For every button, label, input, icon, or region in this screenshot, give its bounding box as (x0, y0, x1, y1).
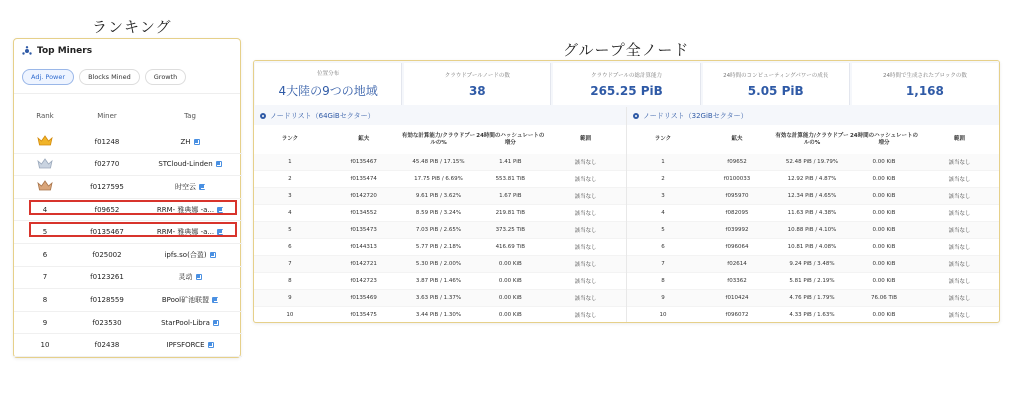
miner-cell[interactable]: f0135469 (350, 295, 377, 301)
rank-column-header: ランク (281, 136, 299, 142)
power-cell: 17.75 PiB / 6.69% (414, 175, 463, 182)
miner-tag (138, 138, 242, 146)
stat-card (255, 63, 402, 105)
stat-card (703, 63, 850, 105)
highlight-box-rank-5 (29, 222, 237, 237)
stat-card (852, 63, 998, 105)
table-row[interactable] (627, 290, 1000, 307)
miner-cell[interactable]: f0135467 (350, 159, 377, 165)
miner-cell[interactable]: f0135473 (350, 227, 377, 233)
miner-tag-text: STCloud-Linden (158, 160, 213, 169)
power-cell: 12.92 PiB / 4.87% (787, 175, 837, 182)
table-row[interactable] (627, 205, 1000, 222)
hashrate-growth-cell: 1.41 PiB (499, 158, 522, 165)
miner-cell[interactable]: f039992 (725, 227, 749, 233)
power-cell: 5.77 PiB / 2.18% (415, 243, 462, 250)
stat-label: 24時間で生成されたブロックの数 (882, 72, 967, 79)
stat-value: 265.25 PiB (590, 83, 663, 98)
tag-column-header: Tag (184, 112, 196, 120)
miner-id-link[interactable]: f0127595 (90, 182, 124, 191)
range-cell: 該当なし (948, 245, 971, 251)
miner-row[interactable] (14, 267, 242, 290)
stat-card (404, 63, 551, 105)
table-row[interactable] (254, 307, 626, 323)
rank-cell: 2 (288, 176, 292, 182)
node-list-title-text: ノードリスト（32GiBセクター） (643, 112, 748, 120)
table-row[interactable] (254, 239, 626, 256)
miner-tag-text: ipfs.so(合盈) (164, 250, 207, 259)
power-cell: 11.63 PiB / 4.38% (787, 209, 837, 216)
hashrate-growth-cell: 219.81 TiB (495, 209, 526, 216)
rank-cell: 9 (661, 295, 665, 301)
rank-cell: 6 (288, 244, 292, 250)
miner-tag (138, 319, 242, 327)
miner-cell[interactable]: f0142723 (350, 278, 377, 284)
rank-cell: 7 (661, 261, 665, 267)
table-row[interactable] (254, 171, 626, 188)
hashrate-growth-cell: 0.00 KiB (872, 260, 896, 267)
power-cell: 3.63 PiB / 1.37% (415, 294, 462, 301)
miner-row[interactable] (14, 176, 242, 199)
stat-label: クラウドプールノードの数 (444, 72, 510, 79)
node-list-body (254, 154, 626, 323)
miner-tag-text: RRM- 雅典娜 -a... (156, 205, 215, 214)
table-row[interactable] (254, 290, 626, 307)
tab-growth[interactable]: Growth (145, 69, 187, 85)
node-list-header (627, 125, 1000, 154)
rank-cell: 3 (661, 193, 665, 199)
table-row[interactable] (627, 154, 1000, 171)
miner-cell[interactable]: f010424 (725, 295, 749, 301)
list-icon (633, 113, 639, 119)
table-row[interactable] (627, 171, 1000, 188)
hashrate-growth-cell: 76.06 TiB (871, 294, 897, 301)
miner-cell[interactable]: f0144313 (350, 244, 377, 250)
hashrate-growth-cell: 0.00 KiB (498, 294, 522, 301)
range-cell: 該当なし (948, 177, 971, 183)
rank-cell: 5 (661, 227, 665, 233)
power-cell: 9.24 PiB / 3.48% (789, 260, 835, 267)
hashrate-growth-cell: 0.00 KiB (872, 311, 896, 318)
ranking-title: ランキング (92, 18, 172, 36)
hashrate-growth-cell: 0.00 KiB (872, 192, 896, 199)
range-cell: 該当なし (574, 211, 597, 217)
miner-id-link[interactable]: f025002 (92, 250, 122, 259)
rank-column-header: ランク (654, 136, 672, 142)
stat-card (553, 63, 700, 105)
miner-tag-text: RRM- 雅典娜 -a... (156, 228, 215, 237)
rank-cell: 4 (288, 210, 292, 216)
miner-cell[interactable]: f03362 (727, 278, 747, 284)
miner-cell[interactable]: f02614 (727, 261, 747, 267)
tab-blocks-mined[interactable]: Blocks Mined (79, 69, 140, 85)
verified-icon (210, 252, 216, 258)
node-list-title (627, 107, 1000, 125)
verified-icon (194, 139, 200, 145)
power-cell: 3.87 PiB / 1.46% (415, 277, 462, 284)
bronze-crown-icon (37, 180, 53, 191)
range-cell: 該当なし (574, 160, 597, 166)
top-miners-header (14, 39, 240, 63)
table-row[interactable] (254, 256, 626, 273)
rank-cell: 8 (288, 278, 292, 284)
hashrate-growth-cell: 416.69 TiB (495, 243, 526, 250)
tabs-divider (14, 93, 240, 94)
miner-cell[interactable]: f096072 (725, 312, 749, 318)
hashrate-growth-cell: 0.00 KiB (872, 209, 896, 216)
miner-rank (14, 158, 76, 171)
stat-value: 38 (468, 83, 486, 98)
miner-cell[interactable]: f0135475 (350, 312, 377, 318)
stat-value: 1,168 (905, 83, 944, 98)
range-cell: 該当なし (574, 279, 597, 285)
range-cell: 該当なし (948, 211, 971, 217)
range-cell: 該当なし (948, 228, 971, 234)
rank-cell: 4 (661, 210, 665, 216)
miner-rank: 5 (42, 228, 48, 237)
power-cell: 8.59 PiB / 3.24% (415, 209, 462, 216)
table-row[interactable] (627, 239, 1000, 256)
miner-tag (138, 250, 242, 260)
miner-column-header: 鉱夫 (731, 136, 743, 142)
table-row[interactable] (627, 222, 1000, 239)
miner-rank (14, 135, 76, 148)
range-cell: 該当なし (574, 177, 597, 183)
miner-tag-text: ZH (180, 137, 191, 146)
range-cell: 該当なし (574, 313, 597, 319)
node-list (254, 107, 627, 323)
range-column-header: 範囲 (580, 136, 592, 142)
table-header (14, 101, 242, 131)
rank-cell: 1 (661, 159, 665, 165)
stat-label: 位置分布 (317, 71, 340, 77)
hashrate-growth-column-header: 24時間のハッシュレートの増分 (849, 132, 919, 146)
range-cell: 該当なし (574, 194, 597, 200)
stat-label: 24時間のコンピューティングパワーの成長 (723, 72, 829, 79)
power-cell: 52.48 PiB / 19.79% (785, 158, 839, 165)
power-cell: 3.44 PiB / 1.30% (415, 311, 462, 318)
miner-id-link[interactable]: f0123261 (90, 273, 124, 282)
miner-tag (138, 341, 242, 349)
miner-row[interactable] (14, 289, 242, 312)
table-row[interactable] (254, 154, 626, 171)
miner-cell[interactable]: f0100033 (723, 176, 751, 182)
tab-adj-power[interactable]: Adj. Power (22, 69, 74, 85)
miner-rank (14, 180, 76, 193)
miner-tag-text: 灵动 (178, 273, 193, 282)
power-cell: 9.61 PiB / 3.62% (415, 192, 462, 199)
hashrate-growth-cell: 0.00 KiB (498, 277, 522, 284)
range-cell: 該当なし (574, 262, 597, 268)
power-cell: 10.81 PiB / 4.08% (787, 243, 837, 250)
miner-tag (138, 295, 242, 305)
table-row[interactable] (254, 205, 626, 222)
miner-tag-text: BPool矿池联盟 (161, 295, 210, 304)
range-column-header: 範囲 (953, 136, 965, 142)
range-cell: 該当なし (948, 296, 971, 302)
top-miners-title: Top Miners (37, 46, 93, 56)
miner-tag-text: 时空云 (175, 182, 196, 191)
miner-column-header: 鉱夫 (358, 136, 370, 142)
miner-id-link[interactable]: f0128559 (90, 295, 124, 304)
power-column-header: 有効な計算能力/クラウドプールの% (775, 132, 849, 146)
stat-value: 4大陸の9つの地域 (278, 84, 378, 98)
rank-cell: 7 (288, 261, 292, 267)
miner-row[interactable] (14, 154, 242, 177)
power-cell: 5.30 PiB / 2.00% (415, 260, 462, 267)
miner-cell[interactable]: f0142721 (350, 261, 377, 267)
verified-icon (216, 161, 222, 167)
rank-cell: 3 (288, 193, 292, 199)
miner-rank: 4 (42, 205, 48, 214)
power-cell: 10.88 PiB / 4.10% (787, 226, 837, 233)
miner-row[interactable] (14, 244, 242, 267)
rank-cell: 9 (288, 295, 292, 301)
table-row[interactable] (254, 188, 626, 205)
silver-crown-icon (37, 158, 53, 169)
hashrate-growth-cell: 1.67 PiB (499, 192, 522, 199)
hashrate-growth-cell: 0.00 KiB (872, 277, 896, 284)
table-row[interactable] (254, 222, 626, 239)
range-cell: 該当なし (574, 245, 597, 251)
hashrate-growth-column-header: 24時間のハッシュレートの増分 (476, 132, 545, 146)
range-cell: 該当なし (948, 279, 971, 285)
gold-crown-icon (37, 135, 53, 146)
rank-column-header: Rank (36, 112, 54, 120)
table-row[interactable] (254, 273, 626, 290)
power-cell: 4.76 PiB / 1.79% (789, 294, 835, 301)
rank-cell: 10 (286, 312, 294, 318)
rank-cell: 2 (661, 176, 665, 182)
verified-icon (208, 342, 214, 348)
miner-tag-text: StarPool-Libra (161, 318, 210, 327)
node-list-header (254, 125, 626, 154)
node-list (627, 107, 1000, 323)
stat-label: クラウドプールの総計算能力 (590, 72, 663, 79)
miner-tag (138, 182, 242, 192)
miner-cell[interactable]: f0135474 (350, 176, 377, 182)
node-list-title-text: ノードリスト（64GiBセクター） (270, 112, 375, 120)
rank-cell: 6 (661, 244, 665, 250)
miner-tag (138, 272, 242, 282)
range-cell: 該当なし (948, 160, 971, 166)
miner-tag (138, 160, 242, 168)
verified-icon (196, 274, 202, 280)
miner-rank: 7 (42, 273, 48, 282)
power-cell: 5.81 PiB / 2.19% (789, 277, 835, 284)
rank-cell: 8 (661, 278, 665, 284)
table-row[interactable] (627, 273, 1000, 290)
highlight-box-rank-4 (29, 200, 237, 215)
power-cell: 12.34 PiB / 4.65% (787, 192, 837, 199)
power-cell: 7.03 PiB / 2.65% (415, 226, 462, 233)
hashrate-growth-cell: 0.00 KiB (498, 311, 522, 318)
miner-cell[interactable]: f096064 (725, 244, 749, 250)
miner-tag-text: IPFSFORCE (166, 341, 205, 350)
range-cell: 該当なし (948, 313, 971, 319)
hashrate-growth-cell: 553.81 TiB (495, 175, 526, 182)
node-lists (254, 107, 999, 323)
hashrate-growth-cell: 373.25 TiB (495, 226, 526, 233)
miners-icon (22, 46, 32, 56)
miner-id-link[interactable]: f01248 (94, 137, 120, 146)
miner-tabs (14, 63, 240, 85)
range-cell: 該当なし (948, 194, 971, 200)
miner-row[interactable] (14, 334, 242, 357)
miner-rank: 8 (42, 295, 48, 304)
hashrate-growth-cell: 0.00 KiB (498, 260, 522, 267)
miner-cell[interactable]: f095970 (725, 193, 749, 199)
miner-rows (14, 131, 242, 357)
verified-icon (213, 320, 219, 326)
hashrate-growth-cell: 0.00 KiB (872, 226, 896, 233)
miner-row[interactable] (14, 312, 242, 335)
miner-row[interactable] (14, 131, 242, 154)
rank-cell: 1 (288, 159, 292, 165)
node-list-body (627, 154, 1000, 323)
miner-id-link[interactable]: f02438 (94, 341, 120, 350)
table-row[interactable] (627, 188, 1000, 205)
top-miners-panel (13, 38, 241, 358)
hashrate-growth-cell: 0.00 KiB (872, 158, 896, 165)
miner-cell[interactable]: f0134552 (350, 210, 377, 216)
miner-id-link[interactable]: f023530 (92, 318, 122, 327)
power-cell: 45.48 PiB / 17.15% (412, 158, 465, 165)
hashrate-growth-cell: 0.00 KiB (872, 175, 896, 182)
range-cell: 該当なし (574, 228, 597, 234)
group-nodes-panel (253, 60, 1000, 323)
power-column-header: 有効な計算能力/クラウドプールの% (401, 132, 476, 146)
miner-cell[interactable]: f0142720 (350, 193, 377, 199)
rank-cell: 5 (288, 227, 292, 233)
miner-rank: 6 (42, 250, 48, 259)
group-nodes-title: グループ全ノード (563, 41, 690, 59)
miner-cell[interactable]: f082095 (725, 210, 749, 216)
hashrate-growth-cell: 0.00 KiB (872, 243, 896, 250)
rank-cell: 10 (659, 312, 667, 318)
miner-cell[interactable]: f09652 (727, 159, 747, 165)
power-cell: 4.33 PiB / 1.63% (789, 311, 835, 318)
miner-id-link[interactable]: f0135467 (90, 228, 124, 237)
verified-icon (212, 297, 218, 303)
miner-column-header: Miner (97, 112, 117, 120)
miner-rank: 9 (42, 318, 48, 327)
list-icon (260, 113, 266, 119)
table-row[interactable] (627, 307, 1000, 323)
table-row[interactable] (627, 256, 1000, 273)
range-cell: 該当なし (574, 296, 597, 302)
stats-bar (254, 61, 999, 107)
stat-value: 5.05 PiB (747, 83, 804, 98)
miner-id-link[interactable]: f02770 (94, 160, 120, 169)
range-cell: 該当なし (948, 262, 971, 268)
node-list-title (254, 107, 626, 125)
miner-id-link[interactable]: f09652 (94, 205, 120, 214)
miner-rank: 10 (40, 341, 50, 350)
verified-icon (199, 184, 205, 190)
